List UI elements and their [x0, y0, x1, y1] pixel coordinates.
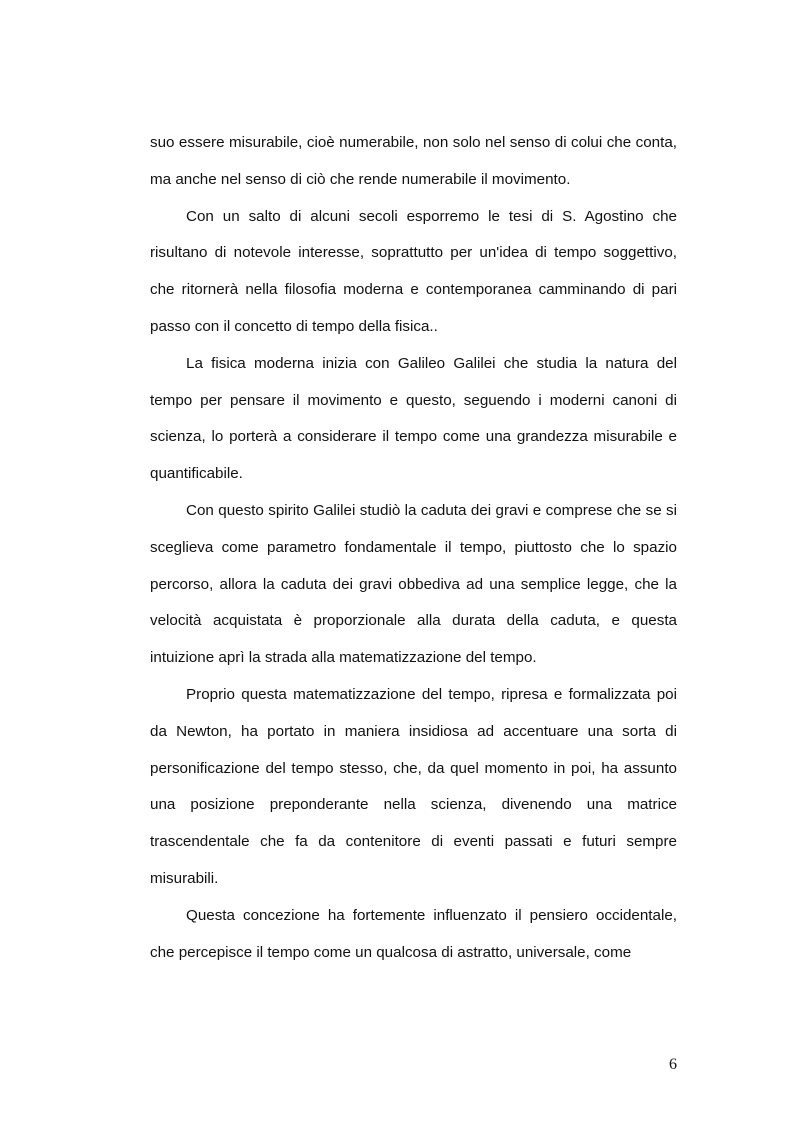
paragraph-4: Con questo spirito Galilei studiò la caduta dei gravi e comprese che se si sceglieva come parametro fondamentale il tempo, piuttosto che lo spazio percorso, allora la caduta dei gravi obbediva ad una semplice legge, che la velocità acquistata è proporzionale alla durata della caduta, e questa intuizione aprì la strada alla matematizzazione del tempo. [150, 501, 677, 667]
paragraph-3: La fisica moderna inizia con Galileo Galilei che studia la natura del tempo per pensare il movimento e questo, seguendo i moderni canoni di scienza, lo porterà a considerare il tempo come una grandezza misurabile e quantificabile. [150, 354, 677, 483]
paragraph-6: Questa concezione ha fortemente influenzato il pensiero occidentale, che percepisce il tempo come un qualcosa di astratto, universale, come [150, 906, 677, 961]
paragraph-5: Proprio questa matematizzazione del tempo, ripresa e formalizzata poi da Newton, ha portato in maniera insidiosa ad accentuare una sorta di personificazione del tempo stesso, che, da quel momento in poi, ha assunto una posizione preponderante nella scienza, divenendo una matrice trascendentale che fa da contenitore di eventi passati e futuri sempre misurabili. [150, 685, 677, 887]
body-text [150, 125, 677, 971]
page-number: 6 [669, 1056, 677, 1073]
paragraph-2: Con un salto di alcuni secoli esporremo le tesi di S. Agostino che risultano di notevole interesse, soprattutto per un'idea di tempo soggettivo, che ritornerà nella filosofia moderna e contemporanea camminando di pari passo con il concetto di tempo della fisica.. [150, 207, 677, 335]
paragraph-1: suo essere misurabile, cioè numerabile, non solo nel senso di colui che conta, ma anche nel senso di ciò che rende numerabile il movimento. [150, 134, 677, 188]
